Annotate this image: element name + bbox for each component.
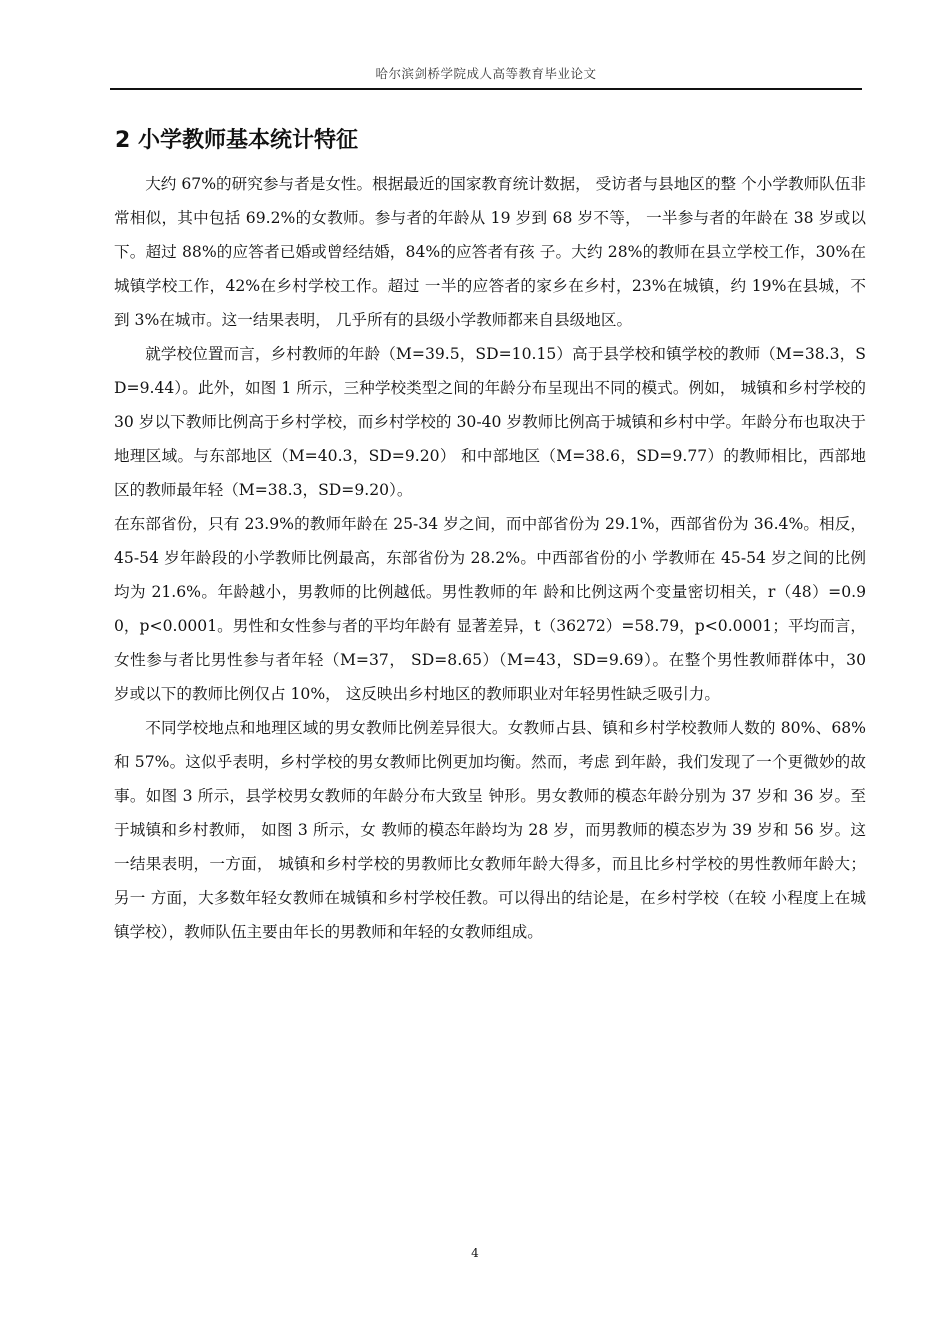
paragraph-2: 就学校位置而言，乡村教师的年龄（M=39.5，SD=10.15）高于县学校和镇学校的教师（M=38.3，SD=9.44）。此外，如图 1 所示，三种学校类型之间的年龄分布呈现出不同的模式。例如， 城镇和乡村学校的 30 岁以下教师比例高于乡村学校，而乡村学校的 30-40 岁教师比例高于城镇和乡村中学。年龄分布也取决于地理区域。与东部地区（M=40.3，SD=9.20） 和中部地区（M=38.6，SD=9.77）的教师相比，西部地区的教师最年轻（M=38.3，SD=9.20）。 xyxy=(114,345,867,499)
running-header: 哈尔滨剑桥学院成人高等教育毕业论文 xyxy=(375,66,597,81)
body-text xyxy=(114,167,866,949)
paragraph-1: 大约 67%的研究参与者是女性。根据最近的国家教育统计数据， 受访者与县地区的整 个小学教师队伍非常相似，其中包括 69.2%的女教师。参与者的年龄从 19 岁到 68 岁不等， 一半参与者的年龄在 38 岁或以下。超过 88%的应答者已婚或曾经结婚，84%的应答者有孩 子。大约 28%的教师在县立学校工作，30%在城镇学校工作，42%在乡村学校工作。超过 一半的应答者的家乡在乡村，23%在城镇，约 19%在县城，不到 3%在城市。这一结果表明， 几乎所有的县级小学教师都来自县级地区。 xyxy=(114,175,866,329)
header-rule xyxy=(110,88,862,90)
paragraph-3: 在东部省份，只有 23.9%的教师年龄在 25-34 岁之间，而中部省份为 29.1%，西部省份为 36.4%。相反， 45-54 岁年龄段的小学教师比例最高，东部省份为 28.2%。中西部省份的小 学教师在 45-54 岁之间的比例均为 21.6%。年龄越小，男教师的比例越低。男性教师的年 龄和比例这两个变量密切相关，r（48）=0.90，p<0.0001。男性和女性参与者的平均年龄有 显著差异，t（36272）=58.79，p<0.0001；平均而言，女性参与者比男性参与者年轻（M=37， SD=8.65）（M=43，SD=9.69）。在整个男性教师群体中，30 岁或以下的教师比例仅占 10%， 这反映出乡村地区的教师职业对年轻男性缺乏吸引力。 xyxy=(114,515,866,703)
section-title: 2 小学教师基本统计特征 xyxy=(115,128,358,153)
page-number: 4 xyxy=(471,1246,479,1260)
paragraph-4: 不同学校地点和地理区域的男女教师比例差异很大。女教师占县、镇和乡村学校教师人数的 80%、68%和 57%。这似乎表明，乡村学校的男女教师比例更加均衡。然而，考虑 到年龄，我们发现了一个更微妙的故事。如图 3 所示，县学校男女教师的年龄分布大致呈 钟形。男女教师的模态年龄分别为 37 岁和 36 岁。至于城镇和乡村教师， 如图 3 所示，女 教师的模态年龄均为 28 岁，而男教师的模态岁为 39 岁和 56 岁。这一结果表明，一方面， 城镇和乡村学校的男教师比女教师年龄大得多，而且比乡村学校的男性教师年龄大；另一 方面，大多数年轻女教师在城镇和乡村学校任教。可以得出的结论是，在乡村学校（在较 小程度上在城镇学校），教师队伍主要由年长的男教师和年轻的女教师组成。 xyxy=(114,719,866,941)
